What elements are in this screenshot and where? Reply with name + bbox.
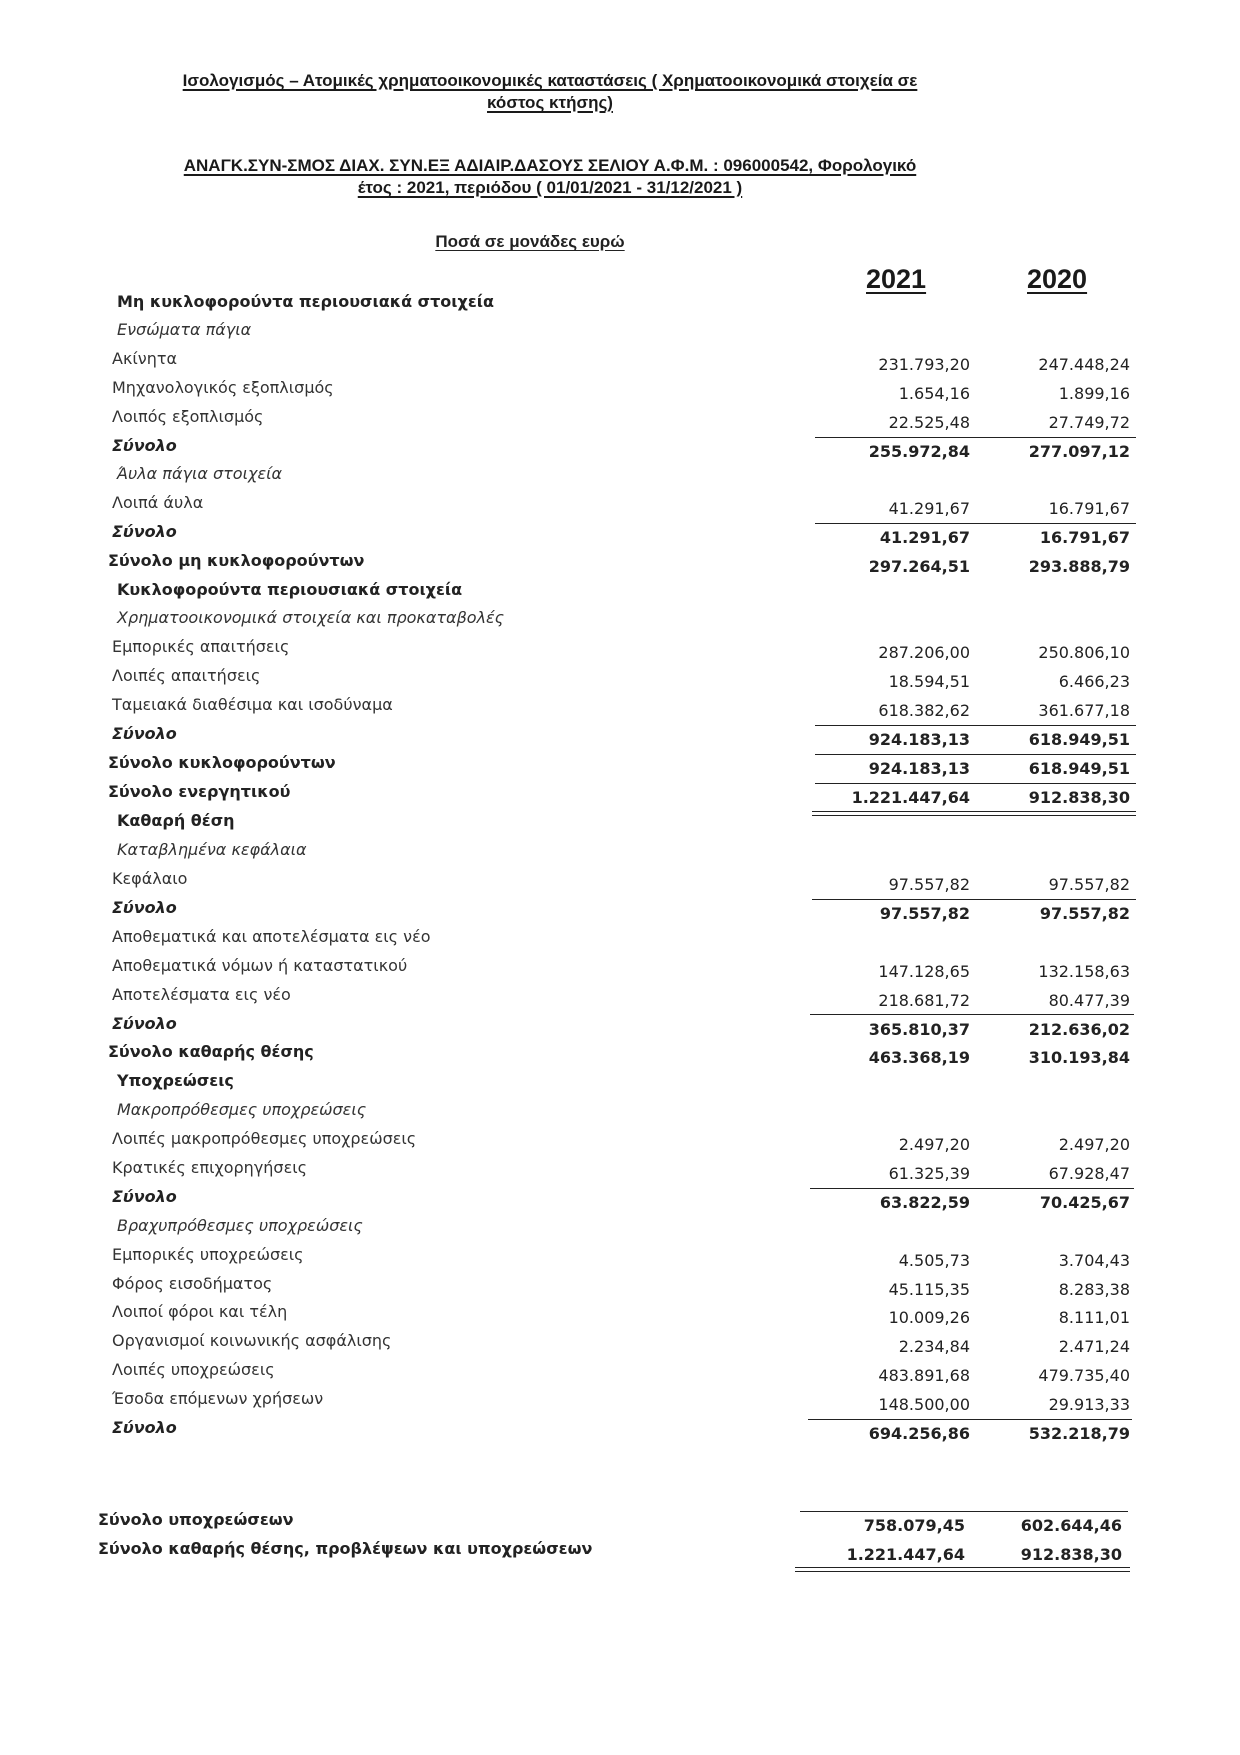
line-item-row	[0, 1158, 1240, 1186]
row-label: Άυλα πάγια στοιχεία	[117, 464, 283, 483]
value-2020: 479.735,40	[1038, 1366, 1130, 1385]
value-2020: 532.218,79	[1028, 1424, 1130, 1443]
sum-row	[0, 522, 1240, 550]
value-2020: 277.097,12	[1028, 442, 1130, 461]
row-label: Λοιπές μακροπρόθεσμες υποχρεώσεις	[112, 1129, 417, 1148]
subtotal-rule	[974, 437, 1136, 438]
value-2020: 80.477,39	[1048, 991, 1130, 1010]
double-underline	[958, 1567, 1130, 1572]
value-2021: 463.368,19	[868, 1048, 970, 1067]
row-label: Λοιποί φόροι και τέλη	[112, 1302, 288, 1321]
row-label: Σύνολο	[112, 724, 177, 743]
value-2021: 231.793,20	[878, 355, 970, 374]
row-label: Μηχανολογικός εξοπλισμός	[112, 378, 334, 397]
value-2020: 97.557,82	[1039, 904, 1130, 923]
subtotal-rule	[815, 783, 977, 784]
row-label: Λοιπές απαιτήσεις	[112, 666, 261, 685]
total-row	[0, 1539, 1240, 1567]
value-2021: 4.505,73	[898, 1251, 970, 1270]
row-label: Σύνολο	[112, 1418, 177, 1437]
total-row	[0, 1042, 1240, 1070]
line-item-row	[0, 493, 1240, 521]
column-header-2020: 2020	[1027, 264, 1088, 294]
double-underline	[795, 1567, 965, 1572]
value-2021: 63.822,59	[879, 1193, 970, 1212]
row-label: Σύνολο	[112, 436, 177, 455]
value-2020: 618.949,51	[1028, 759, 1130, 778]
subhead-row	[0, 320, 1240, 348]
sum-row	[0, 898, 1240, 926]
subtotal-rule	[974, 783, 1136, 784]
line-item-row	[0, 1360, 1240, 1388]
row-label: Οργανισμοί κοινωνικής ασφάλισης	[112, 1331, 392, 1350]
currency-units-note: Ποσά σε μονάδες ευρώ	[435, 232, 625, 251]
value-2020: 8.283,38	[1058, 1280, 1130, 1299]
subhead-row	[0, 840, 1240, 868]
line-item-row	[0, 1389, 1240, 1417]
row-label: Μακροπρόθεσμες υποχρεώσεις	[117, 1100, 367, 1119]
value-2021: 483.891,68	[878, 1366, 970, 1385]
line-item-row	[0, 1245, 1240, 1273]
value-2020: 618.949,51	[1028, 730, 1130, 749]
row-label: Σύνολο	[112, 522, 177, 541]
row-label: Κυκλοφορούντα περιουσιακά στοιχεία	[117, 580, 463, 599]
value-2020: 8.111,01	[1058, 1308, 1130, 1327]
row-label: Λοιπός εξοπλισμός	[112, 407, 264, 426]
row-label: Εμπορικές απαιτήσεις	[112, 637, 290, 656]
subhead-row	[0, 1216, 1240, 1244]
value-2020: 1.899,16	[1058, 384, 1130, 403]
value-2020: 293.888,79	[1028, 557, 1130, 576]
subtotal-rule	[810, 1014, 975, 1015]
row-label: Σύνολο καθαρής θέσης, προβλέψεων και υποχρεώσεων	[98, 1539, 593, 1558]
total-row	[0, 551, 1240, 579]
entity-info-line2: έτος : 2021, περιόδου ( 01/01/2021 - 31/12/2021 )	[357, 178, 743, 197]
row-label: Βραχυπρόθεσμες υποχρεώσεις	[117, 1216, 363, 1235]
row-label: Υποχρεώσεις	[117, 1071, 234, 1090]
line-item-row	[0, 956, 1240, 984]
line-item-row	[0, 1274, 1240, 1302]
total-row	[0, 782, 1240, 810]
subtotal-rule	[974, 725, 1136, 726]
value-2021: 1.221.447,64	[846, 1545, 965, 1564]
row-label: Μη κυκλοφορούντα περιουσιακά στοιχεία	[117, 292, 494, 311]
column-header-2021: 2021	[866, 264, 927, 294]
heading-row	[0, 292, 1240, 320]
line-item-row	[0, 985, 1240, 1013]
line-item-row	[0, 378, 1240, 406]
line-item-row	[0, 349, 1240, 377]
value-2020: 132.158,63	[1038, 962, 1130, 981]
row-label: Χρηματοοικονομικά στοιχεία και προκαταβολές	[117, 608, 505, 627]
value-2021: 758.079,45	[863, 1516, 965, 1535]
value-2020: 16.791,67	[1048, 499, 1130, 518]
value-2021: 22.525,48	[888, 413, 970, 432]
value-2021: 365.810,37	[868, 1020, 970, 1039]
value-2020: 70.425,67	[1039, 1193, 1130, 1212]
value-2021: 41.291,67	[888, 499, 970, 518]
value-2021: 924.183,13	[868, 759, 970, 778]
value-2020: 67.928,47	[1048, 1164, 1130, 1183]
line-item-row	[0, 666, 1240, 694]
value-2020: 16.791,67	[1039, 528, 1130, 547]
row-label: Αποτελέσματα εις νέο	[112, 985, 291, 1004]
double-underline	[971, 811, 1136, 816]
subtotal-rule	[800, 1511, 968, 1512]
row-label: Κεφάλαιο	[112, 869, 188, 888]
heading-row	[0, 580, 1240, 608]
value-2021: 148.500,00	[878, 1395, 970, 1414]
value-2020: 6.466,23	[1058, 672, 1130, 691]
value-2021: 297.264,51	[868, 557, 970, 576]
value-2021: 97.557,82	[879, 904, 970, 923]
row-label: Κρατικές επιχορηγήσεις	[112, 1158, 308, 1177]
sum-row	[0, 1014, 1240, 1042]
value-2021: 61.325,39	[888, 1164, 970, 1183]
value-2021: 694.256,86	[868, 1424, 970, 1443]
entity-info-line1: ΑΝΑΓΚ.ΣΥΝ-ΣΜΟΣ ΔΙΑΧ. ΣΥΝ.ΕΞ ΑΔΙΑΙΡ.ΔΑΣΟΥΣ ΣΕΛΙΟΥ Α.Φ.Μ. : 096000542, Φορολογικό	[183, 156, 917, 175]
row-label: Αποθεματικά νόμων ή καταστατικού	[112, 956, 408, 975]
row-label: Καθαρή θέση	[117, 811, 235, 830]
value-2021: 218.681,72	[878, 991, 970, 1010]
subtotal-rule	[815, 754, 977, 755]
value-2020: 247.448,24	[1038, 355, 1130, 374]
value-2021: 1.221.447,64	[851, 788, 970, 807]
subtotal-rule	[971, 899, 1136, 900]
line-item-row	[0, 1129, 1240, 1157]
subtotal-rule	[812, 899, 977, 900]
line-item-row	[0, 869, 1240, 897]
subtotal-rule	[815, 523, 977, 524]
value-2020: 29.913,33	[1048, 1395, 1130, 1414]
line-item-row	[0, 927, 1240, 955]
value-2020: 2.471,24	[1058, 1337, 1130, 1356]
value-2021: 147.128,65	[878, 962, 970, 981]
row-label: Έσοδα επόμενων χρήσεων	[112, 1389, 324, 1408]
value-2020: 27.749,72	[1048, 413, 1130, 432]
subtotal-rule	[974, 523, 1136, 524]
row-label: Ενσώματα πάγια	[117, 320, 252, 339]
value-2021: 287.206,00	[878, 643, 970, 662]
row-label: Σύνολο ενεργητικού	[108, 782, 291, 801]
subtotal-rule	[960, 1511, 1128, 1512]
subhead-row	[0, 608, 1240, 636]
value-2021: 255.972,84	[868, 442, 970, 461]
line-item-row	[0, 1331, 1240, 1359]
value-2021: 45.115,35	[888, 1280, 970, 1299]
subtotal-rule	[969, 1188, 1134, 1189]
row-label: Σύνολο	[112, 1014, 177, 1033]
total-row	[0, 1510, 1240, 1538]
statement-title-line1: Ισολογισμός – Ατομικές χρηματοοικονομικές καταστάσεις ( Χρηματοοικονομικά στοιχεία σε	[182, 71, 918, 90]
row-label: Ταμειακά διαθέσιμα και ισοδύναμα	[112, 695, 393, 714]
subtotal-rule	[815, 725, 977, 726]
value-2021: 2.497,20	[898, 1135, 970, 1154]
value-2021: 1.654,16	[898, 384, 970, 403]
sum-row	[0, 1187, 1240, 1215]
subtotal-rule	[967, 1419, 1132, 1420]
value-2021: 2.234,84	[898, 1337, 970, 1356]
row-label: Σύνολο κυκλοφορούντων	[108, 753, 336, 772]
value-2021: 10.009,26	[888, 1308, 970, 1327]
value-2020: 912.838,30	[1020, 1545, 1122, 1564]
value-2020: 361.677,18	[1038, 701, 1130, 720]
subtotal-rule	[815, 437, 977, 438]
row-label: Καταβλημένα κεφάλαια	[117, 840, 307, 859]
row-label: Σύνολο καθαρής θέσης	[108, 1042, 314, 1061]
sum-row	[0, 436, 1240, 464]
subtotal-rule	[969, 1014, 1134, 1015]
row-label: Ακίνητα	[112, 349, 178, 368]
total-row	[0, 753, 1240, 781]
value-2020: 250.806,10	[1038, 643, 1130, 662]
value-2021: 41.291,67	[879, 528, 970, 547]
line-item-row	[0, 637, 1240, 665]
subtotal-rule	[810, 1188, 975, 1189]
value-2020: 97.557,82	[1048, 875, 1130, 894]
heading-row	[0, 1071, 1240, 1099]
value-2021: 924.183,13	[868, 730, 970, 749]
sum-row	[0, 1418, 1240, 1446]
value-2020: 310.193,84	[1028, 1048, 1130, 1067]
row-label: Φόρος εισοδήματος	[112, 1274, 273, 1293]
entity-info	[100, 155, 1000, 199]
row-label: Σύνολο υποχρεώσεων	[98, 1510, 294, 1529]
line-item-row	[0, 407, 1240, 435]
sum-row	[0, 724, 1240, 752]
subhead-row	[0, 1100, 1240, 1128]
row-label: Σύνολο μη κυκλοφορούντων	[108, 551, 365, 570]
value-2020: 212.636,02	[1028, 1020, 1130, 1039]
subtotal-rule	[974, 754, 1136, 755]
line-item-row	[0, 695, 1240, 723]
subtotal-rule	[808, 1419, 973, 1420]
statement-title	[100, 70, 1000, 114]
row-label: Εμπορικές υποχρεώσεις	[112, 1245, 304, 1264]
row-label: Λοιπά άυλα	[112, 493, 204, 512]
value-2021: 18.594,51	[888, 672, 970, 691]
row-label: Αποθεματικά και αποτελέσματα εις νέο	[112, 927, 431, 946]
value-2020: 602.644,46	[1020, 1516, 1122, 1535]
value-2020: 912.838,30	[1028, 788, 1130, 807]
row-label: Σύνολο	[112, 1187, 177, 1206]
value-2020: 3.704,43	[1058, 1251, 1130, 1270]
row-label: Λοιπές υποχρεώσεις	[112, 1360, 275, 1379]
value-2021: 97.557,82	[888, 875, 970, 894]
row-label: Σύνολο	[112, 898, 177, 917]
double-underline	[812, 811, 977, 816]
line-item-row	[0, 1302, 1240, 1330]
value-2021: 618.382,62	[878, 701, 970, 720]
statement-title-line2: κόστος κτήσης)	[487, 93, 613, 112]
subhead-row	[0, 464, 1240, 492]
value-2020: 2.497,20	[1058, 1135, 1130, 1154]
